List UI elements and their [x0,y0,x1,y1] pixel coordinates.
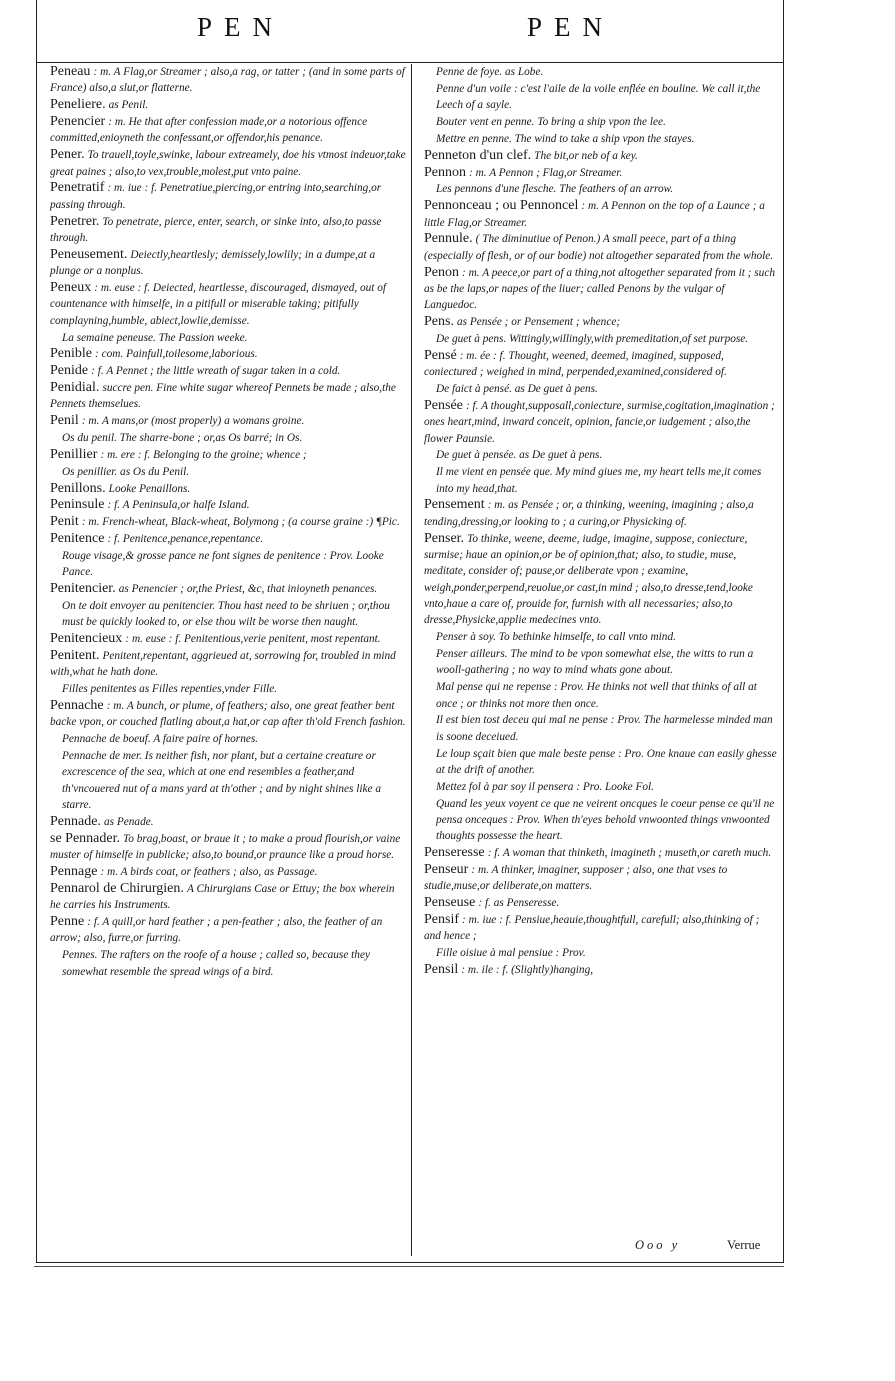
headword: Penseresse [424,845,485,861]
headword: Penitencieux [50,631,123,647]
headword: Pennache [50,698,104,714]
definition: : f. as Penseresse. [478,897,560,910]
left-column [48,64,406,980]
dictionary-entry [422,198,777,231]
sub-entry [48,330,406,346]
dictionary-entry [422,497,777,530]
definition: as Penade. [103,815,154,828]
headword: Penetratif [50,180,105,196]
definition: Penne d'un voile : c'est l'aile de la voile enflée en bouline. We call it,the Leech of a sayle. [436,82,761,112]
definition: Os penillier. as Os du Penil. [62,465,190,478]
sub-entry [422,331,777,347]
sub-entry [422,464,777,497]
headword: Pennarol de Chirurgien. [50,880,184,896]
headword: Peneau [50,64,91,79]
dictionary-entry [422,314,777,330]
sub-entry [422,64,777,80]
dictionary-entry [48,114,406,147]
running-title-left: PEN [197,12,285,42]
running-header [37,0,783,63]
definition: To penetrate, pierce, enter, search, or sinke into, also,to passe through. [50,215,382,244]
definition: To trauell,toyle,swinke, labour extreamely, doe his vtmost indeuor,take great paines ; also,to vex,trouble,molest,put vnto paine. [50,149,406,178]
definition: : f. A thought,supposall,coniecture, surmise,cogitation,imagination ; ones heart,mind, inward conceit, opinion, fancie,or iudgement ; also,the flower Paunsie. [424,399,775,445]
definition: De guet à pens. Wittingly,willingly,with premeditation,of set purpose. [436,333,749,345]
definition: : m. ile : f. (Slightly)hanging, [461,964,594,977]
headword: Penencier [50,114,106,130]
sub-entry [48,947,406,980]
dictionary-entry [48,581,406,597]
definition: Le loup sçait bien que male beste pense : Pro. One knaue can easily ghesse at the drift of another. [436,747,777,776]
definition: A Chirurgians Case or Ettuy; the box wherein he carries his Instruments. [50,882,395,912]
headword: Peninsule [50,497,105,513]
sub-entry [422,945,777,961]
dictionary-entry [48,346,406,362]
column-divider [411,64,412,1256]
dictionary-entry [48,180,406,213]
definition: : m. A bunch, or plume, of feathers; also, one great feather bent backe vpon, or couched flatling about,a hat,or cap after th'old French fashion. [50,700,406,729]
dictionary-entry [422,895,777,911]
definition: Mettez fol à par soy il pensera : Pro. Looke Fol. [436,780,654,793]
dictionary-entry [422,962,777,978]
definition: La semaine peneuse. The Passion weeke. [62,331,248,344]
sub-entry [48,731,406,747]
dictionary-entry [48,363,406,379]
dictionary-entry [48,447,406,463]
headword: Penidial. [50,380,100,396]
dictionary-entry [422,845,777,861]
definition: Penser à soy. To bethinke himselfe, to call vnto mind. [436,631,676,644]
dictionary-entry [48,864,406,880]
sub-entry [422,796,777,845]
definition: : m. A birds coat, or feathers ; also, as Passage. [100,866,318,878]
headword: Penide [50,363,89,379]
dictionary-entry [48,481,406,497]
dictionary-entry [48,214,406,247]
headword: Penon [424,264,459,280]
definition: Bouter vent en penne. To bring a ship vpon the lee. [436,116,666,129]
headword: Pensif [424,912,459,928]
headword: Pensil [424,962,459,978]
headword: Penil [50,413,79,429]
definition: : m. A Pennon on the top of a Launce ; a little Flag,or Streamer. [424,200,765,229]
sub-entry [422,114,777,130]
definition: : m. as Pensée ; or, a thinking, weening, imagining ; also,a tending,dressing,or looking to ; a curing,or Physicking of. [424,499,754,528]
headword: Pensé [424,347,457,363]
headword: Pennade. [50,813,101,829]
definition: To brag,boast, or braue it ; to make a proud flourish,or vaine muster of himselfe in publicke; also,to bound,or praunce like a proud horse. [50,832,401,862]
headword: Penseuse [424,895,476,911]
sub-entry [48,748,406,813]
page-frame [36,0,784,1263]
dictionary-entry [48,531,406,547]
definition: : m. iue : f. Penetratiue,piercing,or entring into,searching,or passing through. [50,182,382,211]
dictionary-entry [48,247,406,280]
sub-entry [422,679,777,712]
headword: Penitent. [50,648,100,664]
headword: Pensée [424,397,463,413]
definition: : m. euse : f. Deiected, heartlesse, discouraged, dismayed, out of countenance with himselfe, in a pitifull or miserable taking; pitifully complayning,humble, abiect,lowlie,demisse. [50,281,387,327]
dictionary-entry [422,231,777,264]
definition: De guet à pensée. as De guet à pens. [436,449,603,462]
dictionary-entry [48,380,406,413]
headword: Penible [50,346,92,362]
dictionary-entry [48,881,406,914]
definition: Pennes. The rafters on the roofe of a house ; called so, because they somewhat resemble the spread wings of a bird. [62,949,370,978]
dictionary-entry [48,64,406,97]
sub-entry [48,464,406,480]
definition: : f. A Pennet ; the little wreath of sugar taken in a cold. [91,365,341,378]
definition: : m. ée : f. Thought, weened, deemed, imagined, supposed, coniectured ; weighed in mind, perpended,examined,considered of. [424,349,727,379]
sub-entry [422,131,777,147]
sub-entry [422,181,777,197]
sub-entry [422,779,777,795]
definition: as Penencier ; or,the Priest, &c, that inioyneth penances. [118,583,378,596]
dictionary-entry [422,148,777,164]
bottom-rule [34,1266,784,1267]
dictionary-entry [48,413,406,429]
definition: To thinke, weene, deeme, iudge, imagine, suppose, coniecture, surmise; haue an opinion,or be of opinion,that; also, to studie, muse, meditate, consider of; pause,or deliberate vpon ; examine, weigh,ponder,perpend,reuolue,or cast,in mind ; also,to dresse,tend,looke vnto,haue a care of, prouide for, furnish with all necessaries; also,to dresse,Physicke,applie medecines vnto. [424,532,753,627]
definition: Fille oisiue à mal pensiue : Prov. [436,947,586,960]
headword: Penneton d'un clef. [424,147,532,163]
definition: : m. ere : f. Belonging to the groine; whence ; [100,448,307,461]
headword: Pennon [424,164,466,180]
definition: : m. A mans,or (most properly) a womans groine. [81,415,305,428]
dictionary-entry [422,862,777,895]
definition: On te doit envoyer au penitencier. Thou hast need to be shriuen ; or,thou must be quickly looked to, or else thou wilt be worse then naught. [62,600,390,629]
headword: Peneliere. [50,97,106,113]
headword: se Pennader. [50,830,120,846]
definition: Penitent,repentant, aggrieued at, sorrowing for, troubled in mind with,what he hath done. [50,650,396,679]
dictionary-entry [48,648,406,681]
definition: De faict à pensé. as De guet à pens. [436,383,598,396]
definition: : m. A Pennon ; Flag,or Streamer. [469,166,623,179]
sub-entry [422,447,777,463]
dictionary-entry [48,97,406,113]
definition: as Pensée ; or Pensement ; whence; [457,316,621,329]
sub-entry [422,81,777,114]
definition: Pennache de mer. Is neither fish, nor plant, but a certaine creature or excrescence of the sea, which at one end resembles a feather,and th'vncouered nut of a mans yard at th'other ; and by night shines like a starre. [62,750,382,812]
definition: : f. A quill,or hard feather ; a pen-feather ; also, the feather of an arrow; also, furre,or furring. [50,916,383,945]
definition: : f. A woman that thinketh, imagineth ; museth,or careth much. [487,847,772,860]
definition: as Penil. [108,99,149,112]
definition: : m. A peece,or part of a thing,not altogether separated from it ; such as be the laps,or napes of the liuer; called Penons by the vulgar of Languedoc. [424,266,775,312]
headword: Penetrer. [50,213,100,229]
definition: : m. He that after confession made,or a notorious offence committed,enioyneth the confessant,or offendor,his penance. [50,116,368,145]
definition: Mal pense qui ne repense : Prov. He thinks not well that thinks of all at once ; or thinks not more then once. [436,681,757,710]
headword: Penillier [50,446,98,462]
definition: : m. French-wheat, Black-wheat, Bolymong ; (a course graine :) ¶Pic. [81,516,400,529]
definition: : m. A thinker, imaginer, supposer ; also, one that vses to studie,muse,or deliberate,on matters. [424,864,728,893]
definition: Deiectly,heartlesly; demissely,lowlily; in a dumpe,at a plunge or a nonplus. [50,248,376,278]
dictionary-entry [48,147,406,180]
headword: Penne [50,914,85,930]
page-footer [37,1238,783,1258]
headword: Pennage [50,864,98,879]
sub-entry [422,646,777,679]
headword: Penitencier. [50,581,116,597]
headword: Pener. [50,147,85,163]
dictionary-entry [422,398,777,447]
catchword: Verrue [727,1238,761,1252]
dictionary-entry [48,914,406,947]
dictionary-entry [48,631,406,647]
dictionary-entry [422,912,777,945]
dictionary-entry [422,265,777,314]
signature-mark: Ooo y [635,1238,681,1252]
headword: Penseur [424,862,469,877]
definition: Os du penil. The sharre-bone ; or,as Os barré; in Os. [62,432,303,445]
sub-entry [48,430,406,446]
sub-entry [48,681,406,697]
dictionary-entry [422,531,777,629]
definition: : m. iue : f. Pensiue,heauie,thoughtfull, carefull; also,thinking of ; and hence ; [424,914,760,943]
definition: Penne de foye. as Lobe. [436,66,544,78]
sub-entry [48,598,406,631]
definition: : f. Penitence,penance,repentance. [107,533,264,546]
definition: Filles penitentes as Filles repenties,vnder Fille. [62,683,278,696]
right-column [422,64,777,979]
dictionary-entry [48,814,406,830]
headword: Peneux [50,279,92,295]
dictionary-entry [48,280,406,329]
dictionary-entry [422,165,777,181]
sub-entry [422,381,777,397]
headword: Penit [50,514,79,530]
definition: succre pen. Fine white sugar whereof Pennets be made ; also,the Pennets themselues. [50,382,396,411]
definition: The bit,or neb of a key. [534,149,639,162]
headword: Pensement [424,497,485,513]
definition: Les pennons d'une flesche. The feathers of an arrow. [436,183,674,196]
sub-entry [48,548,406,581]
definition: ( The diminutiue of Penon.) A small peece, part of a thing (especially of flesh, or of our bodie) not altogether separated from the whole. [424,233,774,262]
headword: Peneusement. [50,246,128,262]
definition: : m. A Flag,or Streamer ; also,a rag, or tatter ; (and in some parts of France) also,a slut,or flatterne. [50,66,405,95]
headword: Pennonceau ; ou Pennoncel [424,198,579,214]
definition: Il est bien tost deceu qui mal ne pense : Prov. The harmelesse minded man is soone deceiued. [436,714,773,743]
dictionary-entry [48,497,406,513]
sub-entry [422,629,777,645]
definition: : m. euse : f. Penitentious,verie penitent, most repentant. [125,633,381,646]
definition: Quand les yeux voyent ce que ne veirent oncques le coeur pense ce qu'il ne pensa onceques : Prov. When th'eyes behold vnwoonted things vnwoonted thoughts possesse the heart. [436,797,775,843]
sub-entry [422,712,777,745]
definition: Penser ailleurs. The mind to be vpon somewhat else, the witts to run a wooll-gathering ; no way to mind whats gone about. [436,648,754,677]
sub-entry [422,746,777,779]
definition: Il me vient en pensée que. My mind giues me, my heart tells me,it comes into my head,that. [436,466,762,495]
headword: Penillons. [50,480,106,496]
definition: Pennache de boeuf. A faire paire of hornes. [62,733,259,746]
definition: : com. Painfull,toilesome,laborious. [95,348,258,361]
running-title-right: PEN [527,12,615,42]
dictionary-entry [48,514,406,530]
headword: Penitence [50,531,105,547]
dictionary-entry [48,698,406,731]
definition: Mettre en penne. The wind to take a ship vpon the stayes. [436,132,695,145]
dictionary-entry [422,348,777,381]
headword: Penser. [424,530,465,546]
definition: Looke Penaillons. [108,482,191,495]
headword: Pennule. [424,231,473,247]
definition: Rouge visage,& grosse pance ne font signes de penitence : Prov. Looke Pance. [62,549,384,579]
dictionary-entry [48,831,406,864]
definition: : f. A Peninsula,or halfe Island. [107,499,250,512]
headword: Pens. [424,314,454,330]
